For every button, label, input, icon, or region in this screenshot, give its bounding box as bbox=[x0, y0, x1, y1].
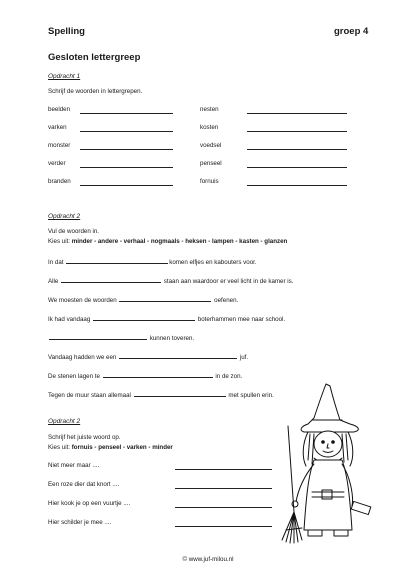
word-right-4: penseel bbox=[200, 160, 222, 167]
fill-blank bbox=[103, 371, 213, 378]
answer-line bbox=[175, 488, 272, 489]
answer-line bbox=[175, 469, 272, 470]
answer-line bbox=[80, 131, 173, 132]
answer-line bbox=[247, 185, 347, 186]
section3-instruction: Schrijf het juiste woord op. bbox=[48, 434, 121, 441]
word-left-4: verder bbox=[48, 160, 66, 167]
fill-blank bbox=[134, 390, 226, 397]
section3-word-bank: Kies uit: fornuis - penseel - varken - minder bbox=[48, 444, 173, 451]
word-left-1: beelden bbox=[48, 106, 71, 113]
sentence-2: Alle staan aan waardoor er veel licht in de kamer is. bbox=[48, 278, 294, 285]
sentence-6: Vandaag hadden we een juf. bbox=[48, 354, 249, 361]
answer-line bbox=[175, 507, 272, 508]
answer-line bbox=[247, 167, 347, 168]
sentence-1: In dat komen elfjes en kabouters voor. bbox=[48, 259, 257, 266]
question-2: Een roze dier dat knort .... bbox=[48, 481, 120, 488]
word-left-5: branden bbox=[48, 178, 71, 185]
section2-word-bank: Kies uit: minder - andere - verhaal - nogmaals - heksen - lampen - kasten - glanzen bbox=[48, 238, 288, 245]
word-bank-words: minder - andere - verhaal - nogmaals - heksen - lampen - kasten - glanzen bbox=[71, 238, 288, 245]
fill-blank bbox=[119, 352, 237, 359]
answer-line bbox=[247, 113, 347, 114]
section2-heading: Opdracht 2 bbox=[48, 213, 81, 220]
sentence-8: Tegen de muur staan allemaal met spullen erin. bbox=[48, 392, 274, 399]
word-right-1: nesten bbox=[200, 106, 219, 113]
sentence-5: kunnen toveren. bbox=[48, 333, 194, 342]
fill-blank bbox=[49, 333, 147, 340]
header-subject: Spelling bbox=[48, 26, 85, 37]
question-3: Hier kook je op een vuurtje .... bbox=[48, 500, 131, 507]
answer-line bbox=[80, 185, 173, 186]
witch-illustration bbox=[278, 380, 374, 546]
fill-blank bbox=[66, 257, 168, 264]
answer-line bbox=[247, 149, 347, 150]
word-left-2: varken bbox=[48, 124, 67, 131]
answer-line bbox=[247, 131, 347, 132]
sentence-7: De stenen lagen te in de zon. bbox=[48, 373, 243, 380]
fill-blank bbox=[93, 314, 195, 321]
section1-heading: Opdracht 1 bbox=[48, 73, 81, 80]
header-grade: groep 4 bbox=[334, 26, 369, 37]
word-right-3: voedsel bbox=[200, 142, 222, 149]
sentence-4: Ik had vandaag boterhammen mee naar school. bbox=[48, 316, 286, 323]
fill-blank bbox=[61, 276, 161, 283]
answer-line bbox=[80, 167, 173, 168]
section2-instruction: Vul de woorden in. bbox=[48, 228, 100, 235]
footer-copyright: © www.juf-milou.nl bbox=[182, 556, 234, 563]
question-1: Niet meer maar .... bbox=[48, 462, 100, 469]
page-title: Gesloten lettergreep bbox=[48, 52, 141, 63]
answer-line bbox=[80, 149, 173, 150]
word-right-5: fornuis bbox=[200, 178, 219, 185]
section1-instruction: Schrijf de woorden in lettergrepen. bbox=[48, 88, 143, 95]
answer-line bbox=[175, 526, 272, 527]
word-left-3: monster bbox=[48, 142, 71, 149]
fill-blank bbox=[119, 295, 211, 302]
word-bank-words: fornuis - penseel - varken - minder bbox=[71, 444, 173, 451]
sentence-3: We moesten de woorden oefenen. bbox=[48, 297, 239, 304]
section3-heading: Opdracht 2 bbox=[48, 418, 81, 425]
question-4: Hier schilder je mee .... bbox=[48, 519, 112, 526]
word-right-2: kosten bbox=[200, 124, 219, 131]
answer-line bbox=[80, 113, 173, 114]
